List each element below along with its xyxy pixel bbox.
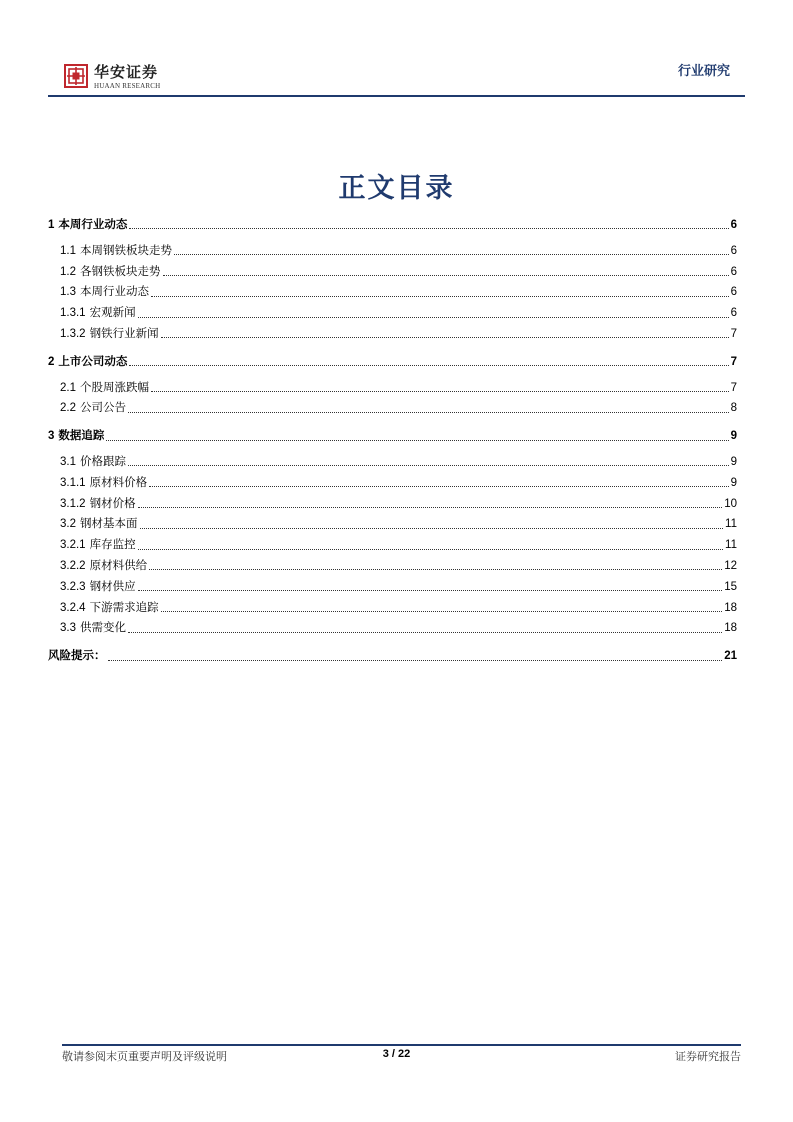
toc-leader-dots (138, 548, 723, 550)
toc-entry-page: 18 (724, 622, 737, 635)
page-number: 3 / 22 (382, 1048, 411, 1060)
toc-entry-label: 个股周涨跌幅 (80, 379, 149, 394)
toc-entry-number: 1.1 (60, 244, 76, 257)
toc-entry-number: 1.3.1 (60, 307, 86, 320)
toc-entry-label: 钢铁行业新闻 (89, 325, 159, 340)
toc-entry-label: 价格跟踪 (80, 453, 126, 468)
toc-entry[interactable] (48, 425, 737, 446)
footer-report-type: 证券研究报告 (675, 1050, 741, 1063)
toc-leader-dots (151, 295, 729, 297)
toc-entry[interactable] (48, 534, 737, 555)
toc-leader-dots (149, 485, 729, 487)
toc-entry-page: 21 (724, 650, 737, 663)
toc-entry-page: 6 (730, 244, 737, 257)
toc-leader-dots (138, 589, 723, 591)
brand-logo (64, 64, 160, 90)
toc-entry-label: 公司公告 (80, 400, 126, 415)
toc-entry-page: 8 (730, 402, 737, 415)
toc-entry-page: 15 (724, 580, 737, 593)
toc-entry-number: 3 (48, 430, 55, 443)
toc-entry-number: 3.2.1 (60, 539, 86, 552)
toc-entry[interactable] (48, 397, 737, 418)
toc-entry-page: 6 (730, 219, 737, 231)
toc-entry-label: 各钢铁板块走势 (80, 263, 161, 278)
toc-entry-label: 钢材价格 (89, 495, 136, 510)
toc-leader-dots (149, 568, 722, 570)
toc-title: 正文目录 (338, 173, 455, 204)
toc-entry[interactable] (48, 240, 737, 261)
footer-divider (62, 1044, 741, 1046)
toc-entry-page: 9 (730, 476, 737, 489)
toc-entry-number: 2 (48, 355, 55, 368)
toc-leader-dots (140, 527, 724, 529)
toc-entry-number: 3.2.2 (60, 559, 86, 572)
toc-leader-dots (151, 390, 729, 392)
toc-entry-page: 7 (730, 327, 737, 340)
toc-entry-label: 下游需求追踪 (89, 599, 159, 614)
toc-entry-number: 2.2 (60, 402, 76, 415)
toc-entry-page: 18 (724, 601, 737, 614)
toc-leader-dots (129, 364, 728, 366)
toc-entry-number: 1.3.2 (60, 327, 86, 340)
toc-leader-dots (161, 610, 723, 612)
toc-entry-label: 本周钢铁板块走势 (80, 242, 172, 257)
toc-leader-dots (138, 506, 723, 508)
toc-entry[interactable] (48, 451, 737, 472)
toc-leader-dots (106, 439, 728, 441)
toc-entry[interactable] (48, 617, 737, 638)
toc-entry-label: 上市公司动态 (58, 353, 128, 368)
toc-entry-label: 供需变化 (80, 620, 126, 635)
toc-entry[interactable] (48, 377, 737, 398)
toc-leader-dots (161, 336, 729, 338)
toc-entry-number: 3.3 (60, 622, 76, 635)
toc-entry[interactable] (48, 261, 737, 282)
toc-entry[interactable] (48, 555, 737, 576)
toc-entry[interactable] (48, 214, 737, 235)
toc-entry-page: 12 (724, 559, 737, 572)
huaan-seal-icon (64, 64, 88, 88)
toc-leader-dots (108, 659, 723, 661)
toc-entry[interactable] (48, 645, 737, 666)
brand-name-cn: 华安证券 (94, 63, 159, 81)
toc-entry-number: 3.2 (60, 518, 76, 531)
toc-entry-label: 钢材基本面 (80, 516, 138, 531)
toc-entry-label: 库存监控 (89, 537, 136, 552)
toc-entry-page: 11 (725, 518, 737, 531)
toc-entry-number: 3.1.1 (60, 476, 86, 489)
toc-leader-dots (129, 227, 728, 229)
toc-leader-dots (138, 316, 729, 318)
toc-entry-page: 11 (725, 539, 737, 552)
toc-entry-page: 6 (730, 286, 737, 299)
toc-leader-dots (128, 464, 729, 466)
toc-entry-label: 风险提示： (48, 648, 106, 663)
toc-entry-page: 9 (730, 455, 737, 468)
toc-entry[interactable] (48, 281, 737, 302)
toc-entry-label: 原材料供给 (89, 557, 148, 572)
report-category: 行业研究 (677, 64, 730, 79)
toc-entry-number: 1 (48, 219, 55, 231)
page-header (0, 0, 793, 110)
toc-entry-number: 2.1 (60, 381, 76, 394)
toc-entry-page: 9 (730, 430, 737, 443)
toc-entry-page: 7 (730, 381, 737, 394)
toc-entry[interactable] (48, 472, 737, 493)
toc-entry[interactable] (48, 493, 737, 514)
toc-entry[interactable] (48, 597, 737, 618)
toc-entry-number: 3.2.4 (60, 601, 86, 614)
toc-entry-page: 10 (724, 497, 737, 510)
toc-entry[interactable] (48, 323, 737, 344)
toc-entry-label: 本周行业动态 (80, 284, 149, 299)
toc-entry-label: 宏观新闻 (89, 305, 136, 320)
toc-entry-number: 3.1 (60, 455, 76, 468)
footer-disclaimer: 敬请参阅末页重要声明及评级说明 (62, 1050, 227, 1063)
toc-entry-number: 1.3 (60, 286, 76, 299)
toc-entry-label: 原材料价格 (89, 474, 148, 489)
toc-entry-page: 6 (730, 265, 737, 278)
toc-leader-dots (128, 411, 729, 413)
header-divider (48, 95, 745, 97)
toc-leader-dots (174, 253, 729, 255)
toc-leader-dots (163, 274, 729, 276)
toc-entry-page: 7 (730, 355, 737, 368)
toc-entry-number: 1.2 (60, 265, 76, 278)
toc-entry-number: 3.1.2 (60, 497, 86, 510)
toc-entry[interactable] (48, 302, 737, 323)
toc-entry-page: 6 (730, 307, 737, 320)
toc-entry[interactable] (48, 351, 737, 372)
toc-entry[interactable] (48, 576, 737, 597)
table-of-contents (48, 214, 737, 666)
toc-entry-label: 钢材供应 (89, 578, 136, 593)
toc-leader-dots (128, 631, 722, 633)
toc-entry-label: 本周行业动态 (58, 217, 128, 231)
toc-entry-label: 数据追踪 (58, 428, 105, 443)
brand-name-en: HUAAN RESEARCH (94, 82, 161, 90)
toc-entry-number: 3.2.3 (60, 580, 86, 593)
toc-entry[interactable] (48, 513, 737, 534)
